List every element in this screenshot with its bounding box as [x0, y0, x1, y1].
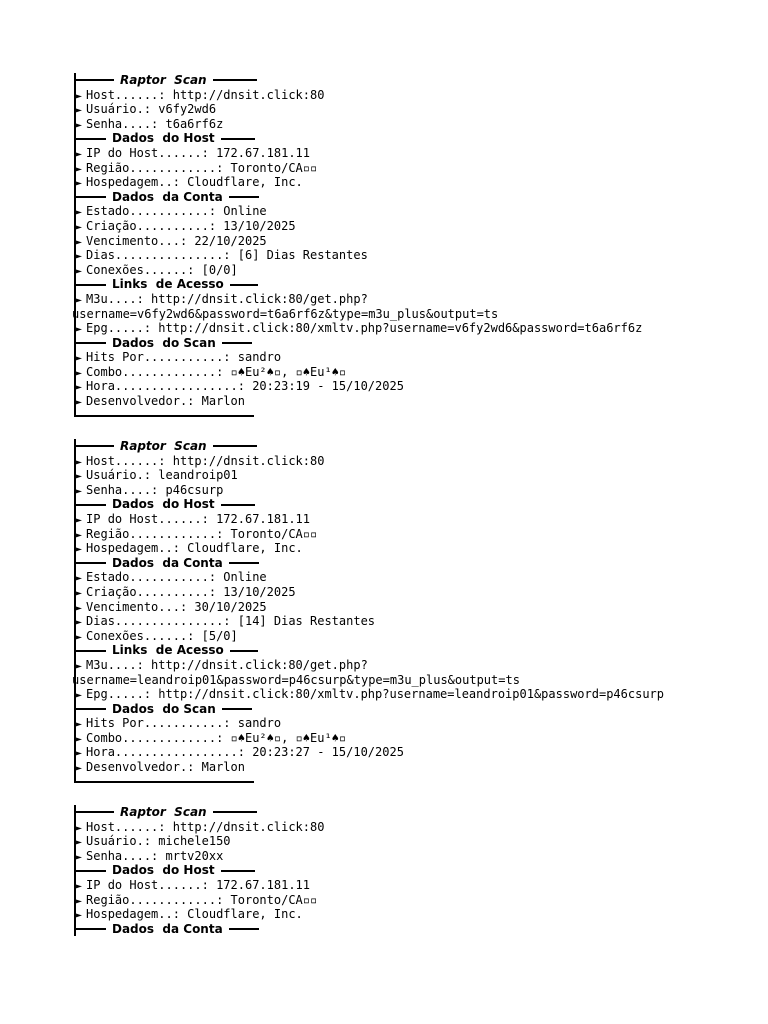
- hits-value: Hits Por...........: sandro: [86, 350, 282, 365]
- hosting-line: [76, 541, 736, 556]
- section-title: Dados do Host: [112, 497, 215, 512]
- time-line: [76, 379, 736, 394]
- scan-title: Raptor Scan: [120, 439, 207, 453]
- arrow-icon: ►: [76, 631, 83, 643]
- arrow-icon: ►: [76, 367, 83, 379]
- ip-value: IP do Host......: 172.67.181.11: [86, 511, 310, 526]
- arrow-icon: ►: [76, 471, 83, 483]
- arrow-icon: ►: [76, 324, 83, 336]
- m3u-link-cont[interactable]: username=leandroip01&password=p46csurp&type=m3u_plus&output=ts: [72, 672, 520, 687]
- region-value: Região............: Toronto/CA▫▫: [86, 160, 318, 175]
- scan-title: Raptor Scan: [120, 73, 207, 87]
- combo-line: [76, 365, 736, 380]
- arrow-icon: ►: [76, 221, 83, 233]
- user-line: [76, 468, 736, 483]
- host-line: [76, 820, 736, 835]
- host-value: Host......: http://dnsit.click:80: [86, 453, 325, 468]
- ip-line: [76, 512, 736, 527]
- scan-title: Raptor Scan: [120, 805, 207, 819]
- ip-value: IP do Host......: 172.67.181.11: [86, 877, 310, 892]
- m3u-line: [76, 292, 736, 307]
- arrow-icon: ►: [76, 851, 83, 863]
- arrow-icon: ►: [76, 119, 83, 131]
- section-title: Dados da Conta: [112, 189, 223, 204]
- host-value: Host......: http://dnsit.click:80: [86, 87, 325, 102]
- days-line: [76, 614, 736, 629]
- password-line: [76, 483, 736, 498]
- scan-record: [74, 73, 736, 417]
- ip-line: [76, 878, 736, 893]
- m3u-link[interactable]: M3u....: http://dnsit.click:80/get.php?: [86, 291, 368, 306]
- arrow-icon: ►: [76, 236, 83, 248]
- time-value: Hora.................: 20:23:27 - 15/10/2025: [86, 745, 404, 760]
- arrow-icon: ►: [76, 822, 83, 834]
- arrow-icon: ►: [76, 353, 83, 365]
- section-title: Dados do Scan: [112, 701, 216, 716]
- arrow-icon: ►: [76, 895, 83, 907]
- scan-record: [74, 805, 736, 936]
- arrow-icon: ►: [76, 748, 83, 760]
- arrow-icon: ►: [76, 251, 83, 263]
- status-line: [76, 570, 736, 585]
- days-value: Dias...............: [6] Dias Restantes: [86, 248, 368, 263]
- status-value: Estado...........: Online: [86, 570, 267, 585]
- ip-line: [76, 146, 736, 161]
- region-line: [76, 527, 736, 542]
- combo-value: Combo.............: ▫♠Eu²♠▫, ▫♠Eu¹♠▫: [86, 364, 347, 379]
- m3u-line-cont: [72, 307, 736, 322]
- arrow-icon: ►: [76, 397, 83, 409]
- epg-line: [76, 687, 736, 702]
- arrow-icon: ►: [76, 529, 83, 541]
- status-value: Estado...........: Online: [86, 204, 267, 219]
- scan-title-header: [76, 73, 736, 88]
- section-title: Dados da Conta: [112, 921, 223, 936]
- developer-value: Desenvolvedor.: Marlon: [86, 394, 245, 409]
- arrow-icon: ►: [76, 910, 83, 922]
- arrow-icon: ►: [76, 763, 83, 775]
- status-line: [76, 204, 736, 219]
- links-section-header: [76, 277, 736, 292]
- host-value: Host......: http://dnsit.click:80: [86, 819, 325, 834]
- m3u-link-cont[interactable]: username=v6fy2wd6&password=t6a6rf6z&type=m3u_plus&output=ts: [72, 306, 499, 321]
- hosting-value: Hospedagem..: Cloudflare, Inc.: [86, 907, 303, 922]
- m3u-line: [76, 658, 736, 673]
- scan-title-header: [76, 439, 736, 454]
- host-section-header: [76, 131, 736, 146]
- section-title: Links de Acesso: [112, 643, 224, 658]
- arrow-icon: ►: [76, 880, 83, 892]
- arrow-icon: ►: [76, 207, 83, 219]
- developer-line: [76, 394, 736, 409]
- user-line: [76, 102, 736, 117]
- scan-title-header: [76, 805, 736, 820]
- arrow-icon: ►: [76, 90, 83, 102]
- section-title: Dados do Host: [112, 131, 215, 146]
- password-value: Senha....: mrtv20xx: [86, 848, 224, 863]
- expires-line: [76, 234, 736, 249]
- arrow-icon: ►: [76, 456, 83, 468]
- hosting-line: [76, 175, 736, 190]
- connections-value: Conexões......: [5/0]: [86, 628, 238, 643]
- epg-link[interactable]: Epg.....: http://dnsit.click:80/xmltv.php?username=leandroip01&password=p46csurp: [86, 687, 664, 702]
- hits-line: [76, 716, 736, 731]
- region-value: Região............: Toronto/CA▫▫: [86, 892, 318, 907]
- hosting-value: Hospedagem..: Cloudflare, Inc.: [86, 541, 303, 556]
- links-section-header: [76, 643, 736, 658]
- hosting-value: Hospedagem..: Cloudflare, Inc.: [86, 175, 303, 190]
- host-section-header: [76, 863, 736, 878]
- user-value: Usuário.: v6fy2wd6: [86, 102, 217, 117]
- arrow-icon: ►: [76, 573, 83, 585]
- combo-line: [76, 731, 736, 746]
- epg-link[interactable]: Epg.....: http://dnsit.click:80/xmltv.php?username=v6fy2wd6&password=t6a6rf6z: [86, 321, 643, 336]
- m3u-link[interactable]: M3u....: http://dnsit.click:80/get.php?: [86, 657, 368, 672]
- days-value: Dias...............: [14] Dias Restantes: [86, 614, 376, 629]
- arrow-icon: ►: [76, 733, 83, 745]
- created-line: [76, 585, 736, 600]
- ip-value: IP do Host......: 172.67.181.11: [86, 145, 310, 160]
- arrow-icon: ►: [76, 163, 83, 175]
- record-bottom-rule: [76, 409, 254, 417]
- region-line: [76, 893, 736, 908]
- created-value: Criação..........: 13/10/2025: [86, 584, 296, 599]
- scan-record: [74, 439, 736, 783]
- combo-value: Combo.............: ▫♠Eu²♠▫, ▫♠Eu¹♠▫: [86, 730, 347, 745]
- host-line: [76, 88, 736, 103]
- arrow-icon: ►: [76, 837, 83, 849]
- host-section-header: [76, 497, 736, 512]
- created-line: [76, 219, 736, 234]
- m3u-line-cont: [72, 673, 736, 688]
- account-section-header: [76, 556, 736, 571]
- account-section-header: [76, 190, 736, 205]
- arrow-icon: ►: [76, 514, 83, 526]
- user-line: [76, 834, 736, 849]
- arrow-icon: ►: [76, 660, 83, 672]
- arrow-icon: ►: [76, 544, 83, 556]
- password-value: Senha....: t6a6rf6z: [86, 116, 224, 131]
- arrow-icon: ►: [76, 690, 83, 702]
- section-title: Links de Acesso: [112, 277, 224, 292]
- hits-value: Hits Por...........: sandro: [86, 716, 282, 731]
- expires-value: Vencimento...: 22/10/2025: [86, 233, 267, 248]
- user-value: Usuário.: leandroip01: [86, 468, 238, 483]
- region-line: [76, 161, 736, 176]
- arrow-icon: ►: [76, 602, 83, 614]
- section-title: Dados do Scan: [112, 335, 216, 350]
- host-line: [76, 454, 736, 469]
- epg-line: [76, 321, 736, 336]
- created-value: Criação..........: 13/10/2025: [86, 218, 296, 233]
- connections-line: [76, 263, 736, 278]
- time-line: [76, 745, 736, 760]
- expires-value: Vencimento...: 30/10/2025: [86, 599, 267, 614]
- section-title: Dados da Conta: [112, 555, 223, 570]
- arrow-icon: ►: [76, 485, 83, 497]
- region-value: Região............: Toronto/CA▫▫: [86, 526, 318, 541]
- developer-line: [76, 760, 736, 775]
- arrow-icon: ►: [76, 105, 83, 117]
- arrow-icon: ►: [76, 148, 83, 160]
- record-bottom-rule: [76, 775, 254, 783]
- arrow-icon: ►: [76, 382, 83, 394]
- section-title: Dados do Host: [112, 863, 215, 878]
- time-value: Hora.................: 20:23:19 - 15/10/2025: [86, 379, 404, 394]
- connections-line: [76, 629, 736, 644]
- password-line: [76, 117, 736, 132]
- arrow-icon: ►: [76, 719, 83, 731]
- developer-value: Desenvolvedor.: Marlon: [86, 760, 245, 775]
- user-value: Usuário.: michele150: [86, 834, 231, 849]
- account-section-header: [76, 922, 736, 937]
- scan-section-header: [76, 336, 736, 351]
- arrow-icon: ►: [76, 178, 83, 190]
- password-line: [76, 849, 736, 864]
- connections-value: Conexões......: [0/0]: [86, 262, 238, 277]
- arrow-icon: ►: [76, 265, 83, 277]
- hosting-line: [76, 907, 736, 922]
- arrow-icon: ►: [76, 617, 83, 629]
- arrow-icon: ►: [76, 587, 83, 599]
- days-line: [76, 248, 736, 263]
- expires-line: [76, 600, 736, 615]
- arrow-icon: ►: [76, 294, 83, 306]
- password-value: Senha....: p46csurp: [86, 482, 224, 497]
- scan-section-header: [76, 702, 736, 717]
- hits-line: [76, 350, 736, 365]
